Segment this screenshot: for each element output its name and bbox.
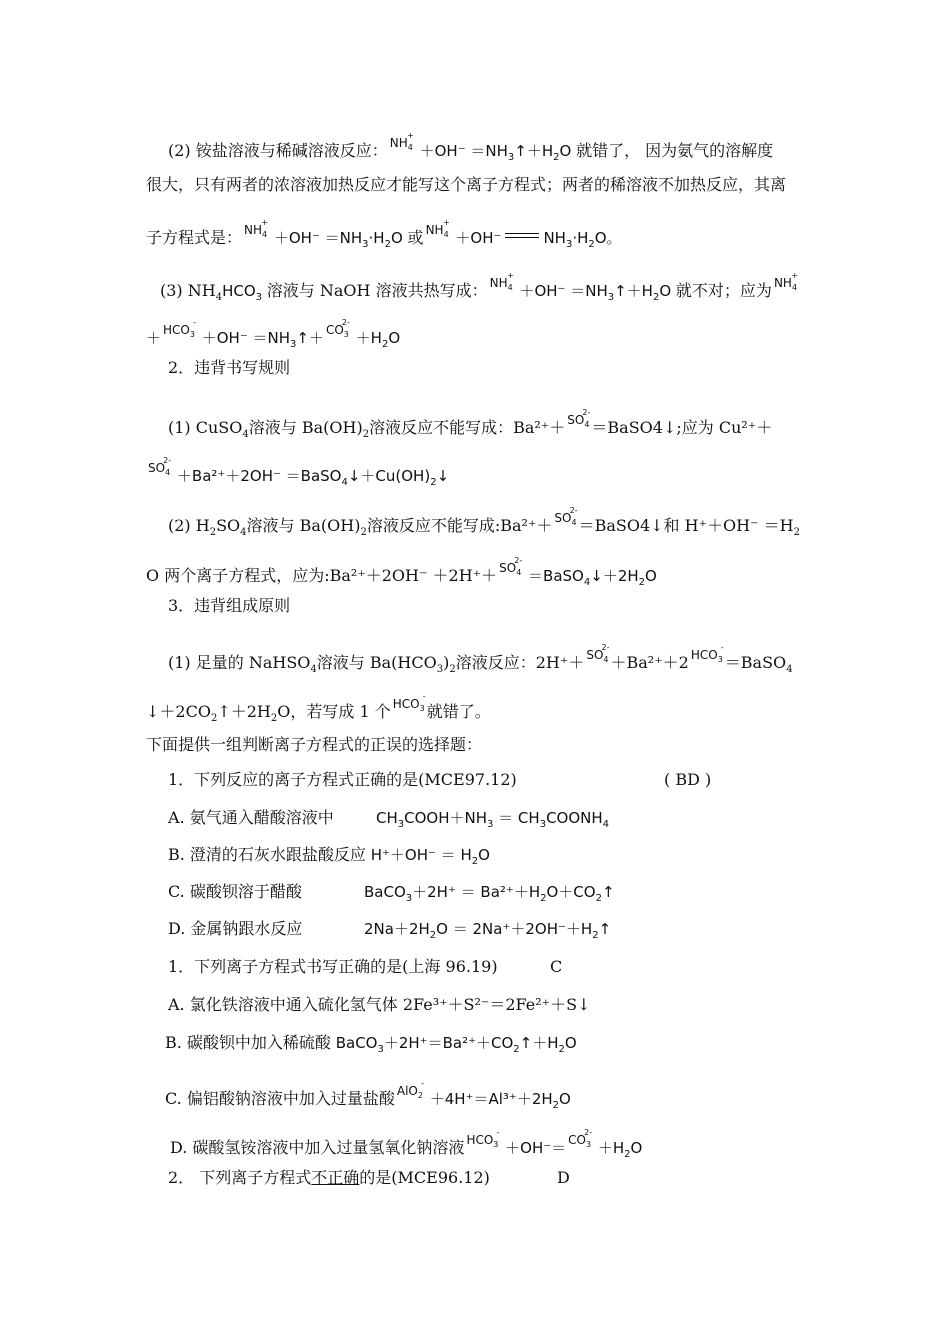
heading-writing-rules: 2．违背书写规则 [168, 358, 291, 377]
para-line-3: 子方程式是： $NH_4$ + $+OH^- =NH_3\cdot H_2O$ 或 $NH_4$ + ＋OH⁻ $NH_3\cdot H_2O$。 [146, 218, 622, 250]
para-nahso4-cont: $↓+2CO_2↑+2H_2O$，若写成 1 个 $HCO_3$ - 就错了。 [146, 692, 491, 724]
q1-option-b: B. 澄清的石灰水跟盐酸反应 $H^++OH^- = H_2O$ [168, 845, 490, 867]
para-cuso4: (1) CuSO$_4$溶液与 $Ba(OH)_2$溶液反应不能写成：$Ba^{2+}+ SO_4$ 2- ＝BaSO4↓;应为 Cu²⁺＋ [168, 408, 773, 440]
para-ammonium-dilute-base: (2) 铵盐溶液与稀碱溶液反应： $NH_4$ + $+OH^- =NH_3↑+H_2O$ 就错了， 因为氨气的溶解度 [168, 131, 774, 163]
q2-option-d: D. 碳酸氢铵溶液中加入过量氢氧化钠溶液 $HCO_3$ - $+OH^-= CO_3$ 2- $+H_2O$ [170, 1128, 643, 1160]
q1-option-c-eq: BaCO$_3$＋2H⁺ ＝ $Ba^{2+}+H_2O+CO_2↑$ [364, 883, 615, 904]
q1-option-a-eq: $CH_3COOH+NH_3$ ＝ $CH_3COONH_4$ [376, 809, 610, 830]
para-h2so4-correct: O 两个离子方程式，应为:Ba²⁺＋2OH⁻ $+2H^++ SO_4$ 2- $=BaSO_4↓+2H_2O$ [146, 556, 657, 588]
para-cuso4-correct: $SO_4$ 2- $+Ba^{2+}+2OH^- =BaSO_4↓+Cu(OH)_2↓$ [148, 456, 450, 488]
q2-option-b: B. 碳酸钡中加入稀硫酸 $BaCO_3+2H^+=Ba^{2+}+CO_2↑+H_2O$ [165, 1033, 577, 1055]
question-2: 1．下列离子方程式书写正确的是(上海 96.19) [168, 957, 498, 976]
heading-composition: 3．违背组成原则 [168, 596, 291, 615]
question-3-answer: D [557, 1168, 570, 1187]
intro-questions: 下面提供一组判断离子方程式的正误的选择题： [146, 735, 483, 754]
para-nh4hco3: (3) $NH_4HCO_3$ 溶液与 NaOH 溶液共热写成： $NH_4$ + $+OH^- =NH_3↑+H_2O$ 就不对；应为 $NH_4$ + [160, 271, 799, 303]
q1-option-a: A. 氨气通入醋酸溶液中 [168, 808, 334, 827]
question-3-emphasis: 不正确 [311, 1168, 360, 1187]
question-2-answer: C [550, 957, 563, 976]
para-nh4hco3-correct: ＋ $HCO_3$ - $+OH^- =NH_3↑+ CO_3$ 2- $+H_2O$ [146, 318, 401, 350]
para-h2so4: (2) $H_2SO_4$溶液与 $Ba(OH)_2$溶液反应不能写成:Ba²⁺＋ $SO_4$ 2- ＝BaSO4↓和 $H^++OH^- =H_2$ [168, 506, 800, 538]
q2-option-a: A. 氯化铁溶液中通入硫化氢气体 2Fe³⁺＋S²⁻＝2Fe²⁺＋S↓ [168, 995, 591, 1014]
question-1-answer: ( BD ) [664, 770, 712, 789]
q1-option-d-eq: $2Na+2H_2O$ ＝ $2Na^++2OH^-+H_2↑$ [364, 920, 612, 941]
q1-option-d: D. 金属钠跟水反应 [168, 919, 303, 938]
q1-option-c: C. 碳酸钡溶于醋酸 [168, 882, 302, 901]
para-nahso4: (1) 足量的 NaHSO$_4$溶液与 $Ba(HCO_3)_2$溶液反应：$2H^++ SO_4$ 2- ＋Ba²⁺＋2 $HCO_3$ - ＝BaSO$_4$ [168, 643, 793, 675]
para-line-2: 很大，只有两者的浓溶液加热反应才能写这个离子方程式；两者的稀溶液不加热反应，其离 [146, 175, 787, 194]
q2-option-c: C. 偏铝酸钠溶液中加入过量盐酸 AlO$_2$ - $+4H^+=Al^{3+}+2H_2O$ [165, 1079, 571, 1111]
question-1: 1．下列反应的离子方程式正确的是(MCE97.12) [168, 770, 517, 789]
question-3: 2． 下列离子方程式不正确的是(MCE96.12) [168, 1168, 490, 1187]
equilibrium-arrow-icon [505, 231, 539, 241]
